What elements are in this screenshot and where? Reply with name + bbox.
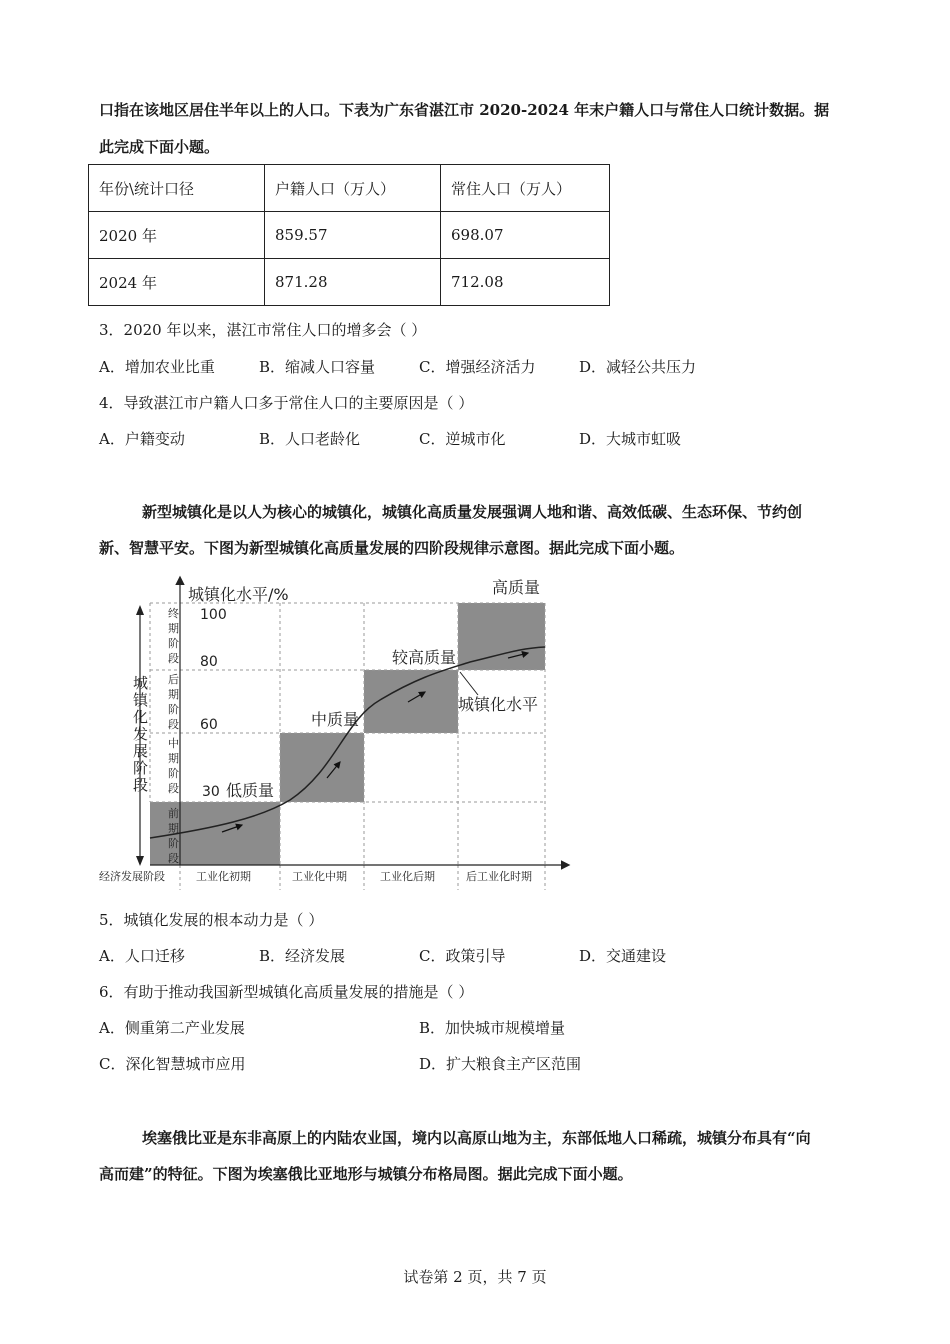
- stage-char: 前: [168, 807, 179, 820]
- table-header-cell: 年份\统计口径: [89, 165, 265, 212]
- question-4-option-c: C．逆城市化: [419, 430, 506, 448]
- question-6-option-d: D．扩大粮食主产区范围: [419, 1055, 582, 1073]
- stage-axis-title-char: 化: [133, 708, 149, 726]
- table-cell: 698.07: [441, 212, 610, 259]
- high-quality-box: [458, 603, 545, 670]
- table-cell: 871.28: [265, 259, 441, 306]
- passage-2-line-2: 新、智慧平安。下图为新型城镇化高质量发展的四阶段规律示意图。据此完成下面小题。: [99, 539, 685, 557]
- question-6-option-a: A．侧重第二产业发展: [99, 1019, 245, 1037]
- question-4-option-a: A．户籍变动: [99, 430, 185, 448]
- question-5-option-d: D．交通建设: [579, 947, 667, 965]
- stage-axis-arrow-down: [136, 856, 144, 866]
- page-footer: 试卷第 2 页，共 7 页: [403, 1268, 547, 1286]
- question-4-stem: 4．导致湛江市户籍人口多于常住人口的主要原因是（ ）: [99, 394, 474, 412]
- question-6-option-b: B．加快城市规模增量: [419, 1019, 566, 1037]
- passage-2-line-1: 新型城镇化是以人为核心的城镇化，城镇化高质量发展强调人地和谐、高效低碳、生态环保、节约创: [142, 503, 803, 521]
- population-table: [88, 164, 610, 306]
- stage-char: 期: [168, 752, 179, 765]
- question-3-option-d: D．减轻公共压力: [579, 358, 697, 376]
- x-category-label: 工业化后期: [380, 870, 435, 883]
- table-cell: 859.57: [265, 212, 441, 259]
- question-4-option-b: B．人口老龄化: [259, 430, 361, 448]
- passage-3-line-2: 高而建”的特征。下图为埃塞俄比亚地形与城镇分布格局图。据此完成下面小题。: [99, 1165, 633, 1183]
- intro-line-1: 口指在该地区居住半年以上的人口。下表为广东省湛江市 2020-2024 年末户籍人口与常住人口统计数据。据: [99, 101, 830, 119]
- label-higher-quality: 较高质量: [392, 648, 457, 667]
- stage-char: 中: [168, 737, 179, 750]
- mid-quality-box: [280, 733, 364, 802]
- stage-char: 期: [168, 622, 179, 635]
- stage-char: 终: [168, 607, 179, 620]
- urbanization-stage-diagram: [95, 572, 585, 892]
- stage-char: 阶: [168, 703, 179, 716]
- stage-axis-title-char: 展: [133, 742, 149, 760]
- question-3-option-b: B．缩减人口容量: [259, 358, 376, 376]
- table-row: [89, 212, 610, 259]
- stage-late-label: [168, 673, 179, 731]
- x-category-label: 后工业化时期: [466, 870, 532, 883]
- passage-3-line-1: 埃塞俄比亚是东非高原上的内陆农业国，境内以高原山地为主，东部低地人口稀疏，城镇分布具有“向: [142, 1129, 811, 1147]
- curve-label: 城镇化水平: [458, 695, 539, 714]
- table-cell: 2020 年: [89, 212, 265, 259]
- stage-char: 阶: [168, 837, 179, 850]
- question-5-option-c: C．政策引导: [419, 947, 506, 965]
- stage-char: 段: [168, 782, 179, 795]
- y-tick-30: 30: [202, 784, 220, 800]
- question-6-stem: 6．有助于推动我国新型城镇化高质量发展的措施是（ ）: [99, 983, 474, 1001]
- stage-final-label: [168, 607, 179, 665]
- question-3-stem: 3．2020 年以来，湛江市常住人口的增多会（ ）: [99, 321, 427, 339]
- table-header-cell: 户籍人口（万人）: [265, 165, 441, 212]
- stage-char: 后: [168, 673, 179, 686]
- stage-axis-title-char: 城: [133, 674, 149, 692]
- question-3-option-a: A．增加农业比重: [99, 358, 215, 376]
- stage-char: 期: [168, 688, 179, 701]
- x-category-label: 工业化中期: [292, 870, 347, 883]
- question-5-option-a: A．人口迁移: [99, 947, 185, 965]
- y-tick-80: 80: [200, 654, 218, 670]
- x-axis-title: 经济发展阶段: [99, 870, 165, 883]
- table-header-row: [89, 165, 610, 212]
- stage-axis-title-char: 发: [133, 725, 149, 743]
- table-row: [89, 259, 610, 306]
- x-category-label: 工业化初期: [196, 870, 251, 883]
- stage-char: 阶: [168, 637, 179, 650]
- stage-axis-title-char: 镇: [133, 691, 149, 709]
- stage-char: 段: [168, 852, 179, 865]
- question-5-option-b: B．经济发展: [259, 947, 346, 965]
- y-tick-60: 60: [200, 717, 218, 733]
- label-low-quality: 低质量: [226, 781, 275, 800]
- table-cell: 2024 年: [89, 259, 265, 306]
- stage-char: 期: [168, 822, 179, 835]
- stage-char: 段: [168, 718, 179, 731]
- question-6-option-c: C．深化智慧城市应用: [99, 1055, 246, 1073]
- stage-axis-title-char: 阶: [133, 759, 149, 777]
- stage-axis-arrow-up: [136, 605, 144, 615]
- curve-label-leader: [460, 672, 478, 695]
- label-high-quality: 高质量: [492, 578, 541, 597]
- table-cell: 712.08: [441, 259, 610, 306]
- question-3-option-c: C．增强经济活力: [419, 358, 536, 376]
- question-4-option-d: D．大城市虹吸: [579, 430, 682, 448]
- table-header-cell: 常住人口（万人）: [441, 165, 610, 212]
- intro-line-2: 此完成下面小题。: [99, 138, 220, 156]
- question-5-stem: 5．城镇化发展的根本动力是（ ）: [99, 911, 324, 929]
- label-mid-quality: 中质量: [311, 710, 360, 729]
- stage-axis-title-char: 段: [133, 776, 149, 794]
- y-axis-title: 城镇化水平/%: [188, 585, 289, 604]
- stage-mid-label: [168, 736, 179, 795]
- stage-char: 段: [168, 652, 179, 665]
- stage-char: 阶: [168, 767, 179, 780]
- stage-axis-title: [133, 674, 149, 794]
- y-tick-100: 100: [200, 607, 227, 623]
